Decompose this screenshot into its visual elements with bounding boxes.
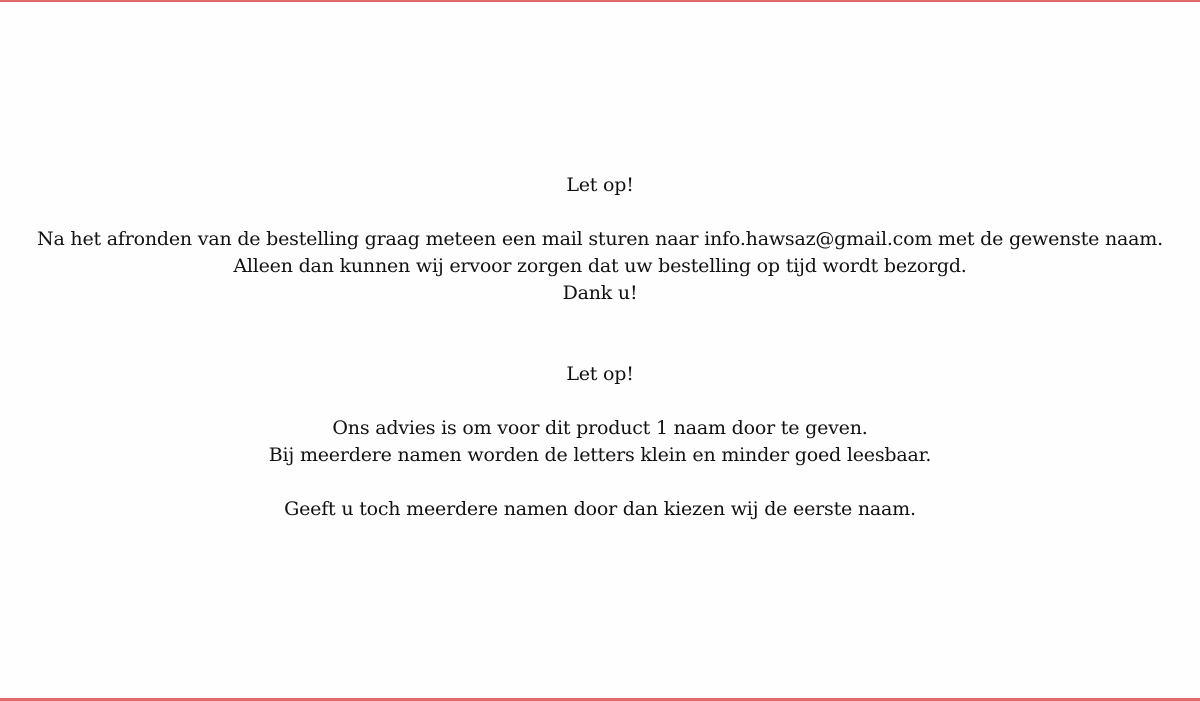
delivery-guarantee-text: Alleen dan kunnen wij ervoor zorgen dat uw bestelling op tijd wordt bezorgd. <box>233 255 967 277</box>
advice-text: Ons advies is om voor dit product 1 naam door te geven. <box>332 417 868 439</box>
email-name-notice <box>0 172 1200 307</box>
thank-you-text: Dank u! <box>562 282 638 304</box>
email-instruction-text: Na het afronden van de bestelling graag meteen een mail sturen naar info.hawsaz@gmail.com met de gewenste naam. <box>37 228 1163 250</box>
single-name-advice-notice <box>0 361 1200 523</box>
notice-heading: Let op! <box>566 174 634 196</box>
top-border <box>0 0 1200 2</box>
spacer <box>0 388 1200 415</box>
readability-warning-text: Bij meerdere namen worden de letters klein en minder goed leesbaar. <box>268 444 932 466</box>
notice-heading: Let op! <box>566 363 634 385</box>
spacer <box>0 199 1200 226</box>
first-name-policy-text: Geeft u toch meerdere namen door dan kiezen wij de eerste naam. <box>284 498 916 520</box>
spacer <box>0 469 1200 496</box>
